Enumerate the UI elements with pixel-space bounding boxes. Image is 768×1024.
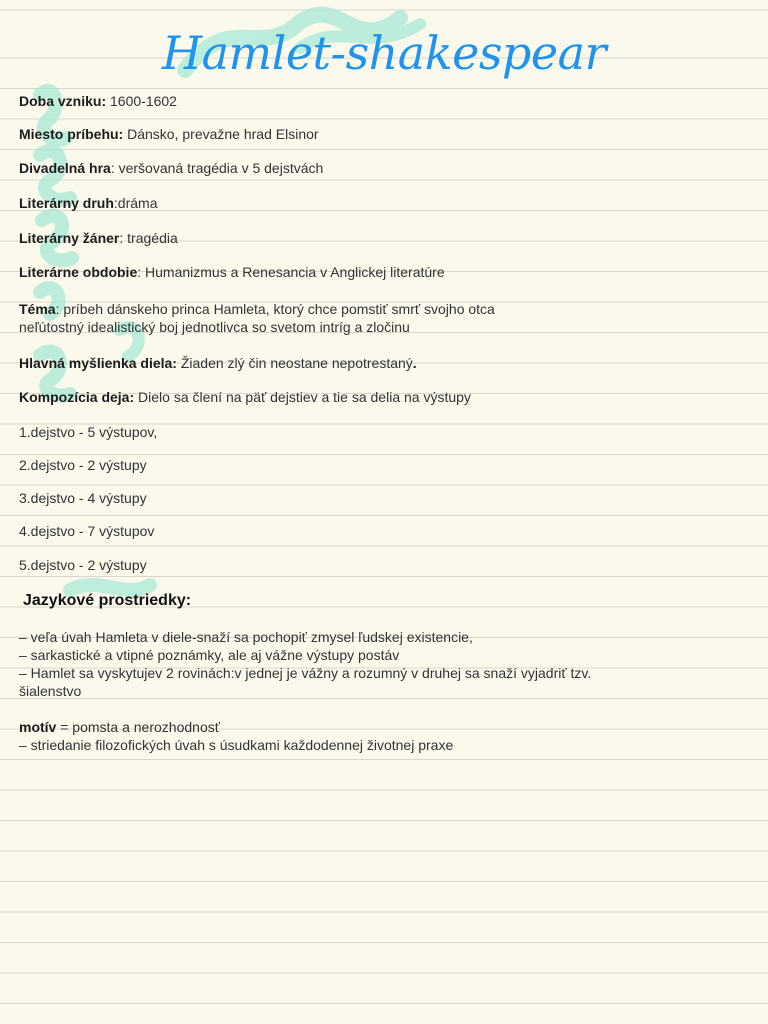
jazykove-item: – Hamlet sa vyskytujev 2 rovinách:v jednej je vážny a rozumný v druhej sa snaží vyjadriť tzv. <box>19 665 592 681</box>
field-label: Miesto príbehu: <box>19 126 124 142</box>
act-item: 5.dejstvo - 2 výstupy <box>19 557 147 573</box>
act-item: 3.dejstvo - 4 výstupy <box>19 490 147 506</box>
field-value: 1600-1602 <box>106 93 177 109</box>
field-value: :dráma <box>113 195 158 211</box>
field-value: : Humanizmus a Renesancia v Anglickej literatúre <box>137 264 445 280</box>
jazykove-item: šialenstvo <box>19 683 82 699</box>
jazykove-item: – veľa úvah Hamleta v diele-snaží sa pochopiť zmysel ľudskej existencie, <box>19 629 473 645</box>
field-value: Dielo sa člení na päť dejstiev a tie sa delia na výstupy <box>134 389 471 405</box>
act-item: 2.dejstvo - 2 výstupy <box>19 457 147 473</box>
field-label: Divadelná hra <box>19 160 111 176</box>
field-hlavna-myslienka <box>19 354 417 372</box>
field-tema <box>19 300 495 318</box>
field-value: : tragédia <box>119 230 178 246</box>
field-label: Literárny žáner <box>19 230 120 246</box>
jazykove-item: – sarkastické a vtipné poznámky, ale aj vážne výstupy postáv <box>19 647 400 663</box>
field-value: Dánsko, prevažne hrad Elsinor <box>123 126 319 142</box>
field-kompozicia-deja <box>19 388 471 406</box>
document-title: Hamlet-shakespear <box>161 26 607 80</box>
field-miesto-pribehu <box>19 125 319 143</box>
field-doba-vzniku <box>19 92 177 110</box>
field-label: Téma <box>19 301 56 317</box>
field-literarny-zaner <box>19 229 178 247</box>
field-motiv-continued: – striedanie filozofických úvah s úsudkami každodennej životnej praxe <box>19 737 454 753</box>
field-value: : veršovaná tragédia v 5 dejstvách <box>110 160 324 176</box>
act-item: 4.dejstvo - 7 výstupov <box>19 523 155 539</box>
field-value: Žiaden zlý čin neostane nepotrestaný <box>176 355 413 371</box>
field-label: Literárny druh <box>19 195 114 211</box>
field-end-mark: . <box>412 355 417 371</box>
field-value: = pomsta a nerozhodnosť <box>56 719 220 735</box>
field-divadelna-hra <box>19 159 323 177</box>
field-literarne-obdobie <box>19 263 445 281</box>
field-label: Doba vzniku: <box>19 93 107 109</box>
field-value: : príbeh dánskeho princa Hamleta, ktorý chce pomstiť smrť svojho otca <box>55 301 495 317</box>
field-label: Hlavná myšlienka diela: <box>19 355 177 371</box>
field-label: Literárne obdobie <box>19 264 138 280</box>
section-heading-jazykove-prostriedky: Jazykové prostriedky: <box>23 592 192 609</box>
act-item: 1.dejstvo - 5 výstupov, <box>19 424 158 440</box>
field-motiv <box>19 718 220 736</box>
field-tema-continued: neľútostný idealistický boj jednotlivca so svetom intríg a zločinu <box>19 319 410 335</box>
field-label: Kompozícia deja: <box>19 389 135 405</box>
field-label: motív <box>19 719 57 735</box>
field-literarny-druh <box>19 194 157 212</box>
